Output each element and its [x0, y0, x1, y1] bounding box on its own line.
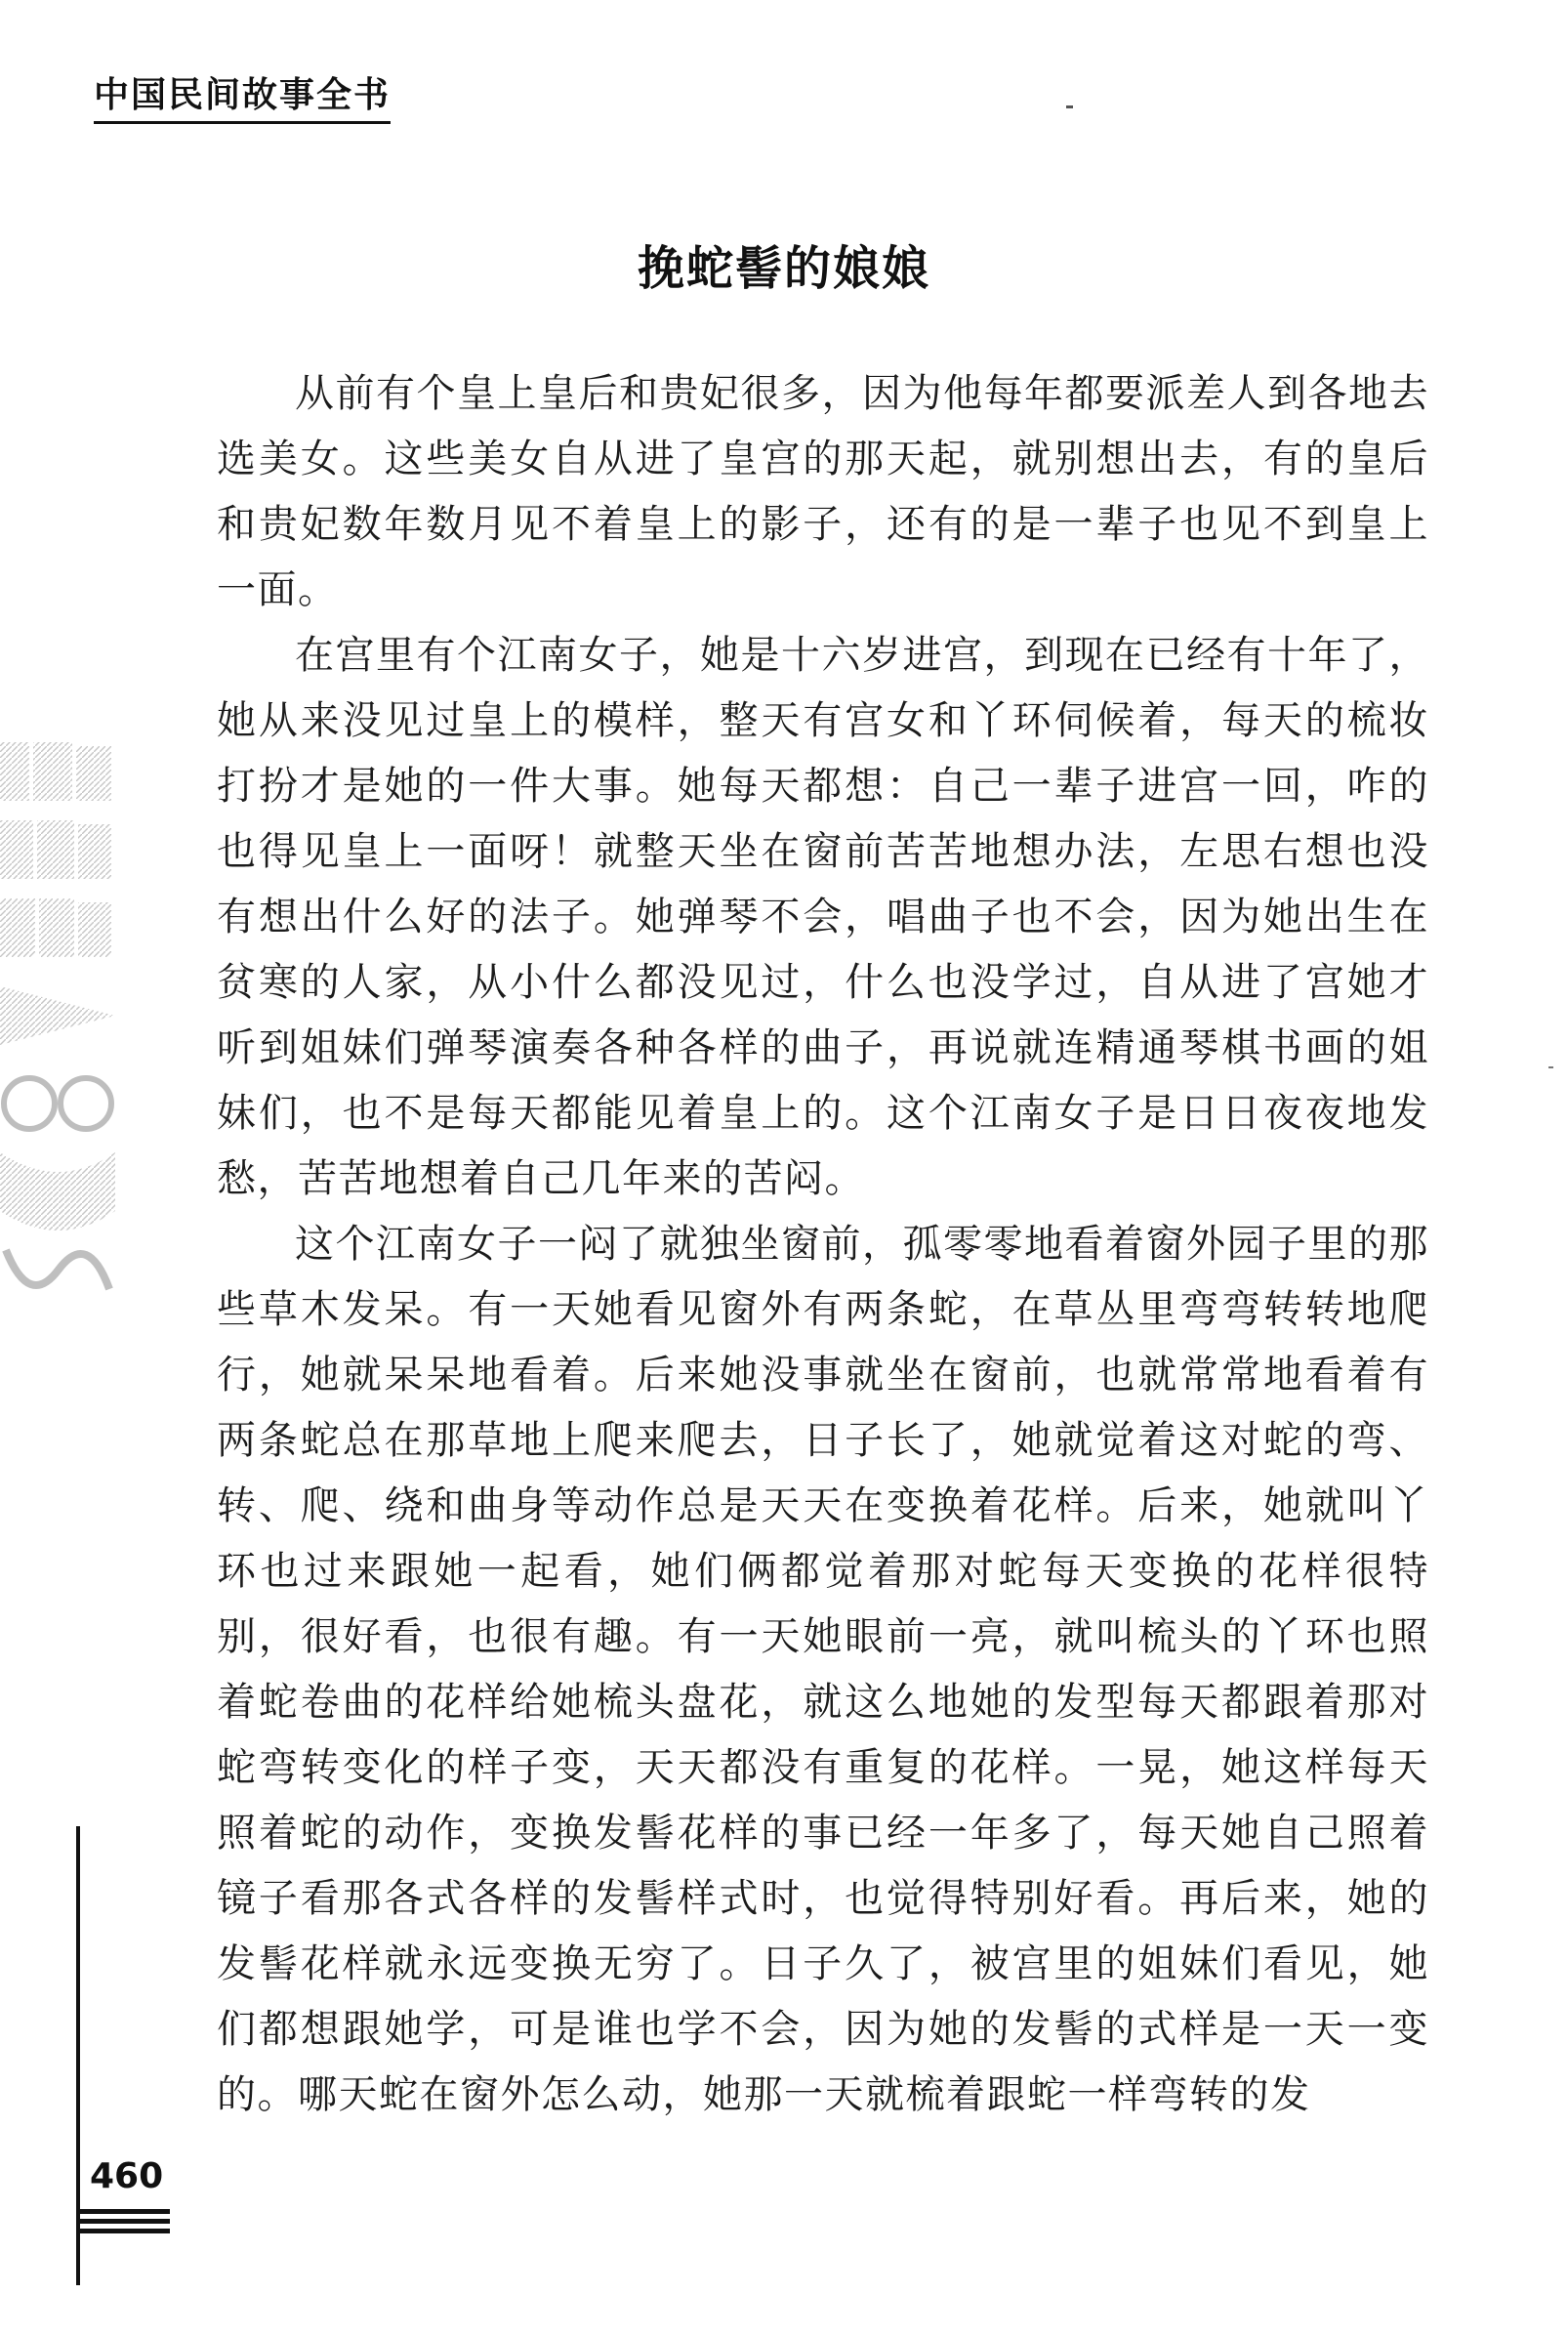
story-body	[217, 361, 1429, 2128]
footer-rule-bars	[78, 2209, 170, 2238]
scan-artifact	[1548, 1066, 1553, 1068]
page-number: 460	[90, 2156, 164, 2196]
paragraph: 在宫里有个江南女子，她是十六岁进宫，到现在已经有十年了，她从来没见过皇上的模样，整天有宫女和丫环伺候着，每天的梳妆打扮才是她的一件大事。她每天都想：自己一辈子进宫一回，咋的也得见皇上一面呀！就整天坐在窗前苦苦地想办法，左思右想也没有想出什么好的法子。她弹琴不会，唱曲子也不会，因为她出生在贫寒的人家，从小什么都没见过，什么也没学过，自从进了宫她才听到姐妹们弹琴演奏各种各样的曲子，再说就连精通琴棋书画的姐妹们，也不是每天都能见着皇上的。这个江南女子是日日夜夜地发愁，苦苦地想着自己几年来的苦闷。	[217, 633, 1429, 1201]
story-title: 挽蛇髻的娘娘	[637, 241, 930, 296]
paragraph: 这个江南女子一闷了就独坐窗前，孤零零地看着窗外园子里的那些草木发呆。有一天她看见窗外有两条蛇，在草丛里弯弯转转地爬行，她就呆呆地看着。后来她没事就坐在窗前，也就常常地看着有两条蛇总在那草地上爬来爬去，日子长了，她就觉着这对蛇的弯、转、爬、绕和曲身等动作总是天天在变换着花样。后来，她就叫丫环也过来跟她一起看，她们俩都觉着那对蛇每天变换的花样很特别，很好看，也很有趣。有一天她眼前一亮，就叫梳头的丫环也照着蛇卷曲的花样给她梳头盘花，就这么地她的发型每天都跟着那对蛇弯转变化的样子变，天天都没有重复的花样。一晃，她这样每天照着蛇的动作，变换发髻花样的事已经一年多了，每天她自己照着镜子看那各式各样的发髻样式时，也觉得特别好看。再后来，她的发髻花样就永远变换无穷了。日子久了，被宫里的姐妹们看见，她们都想跟她学，可是谁也学不会，因为她的发髻的式样是一天一变的。哪天蛇在窗外怎么动，她那一天就梳着跟蛇一样弯转的发	[217, 1222, 1429, 2117]
decorative-side-pattern	[0, 723, 115, 1309]
running-head: 中国民间故事全书	[94, 76, 391, 124]
paragraph: 从前有个皇上皇后和贵妃很多，因为他每年都要派差人到各地去选美女。这些美女自从进了皇宫的那天起，就别想出去，有的皇后和贵妃数年数月见不着皇上的影子，还有的是一辈子也见不到皇上一面。	[217, 371, 1429, 612]
scan-artifact	[1066, 105, 1073, 108]
